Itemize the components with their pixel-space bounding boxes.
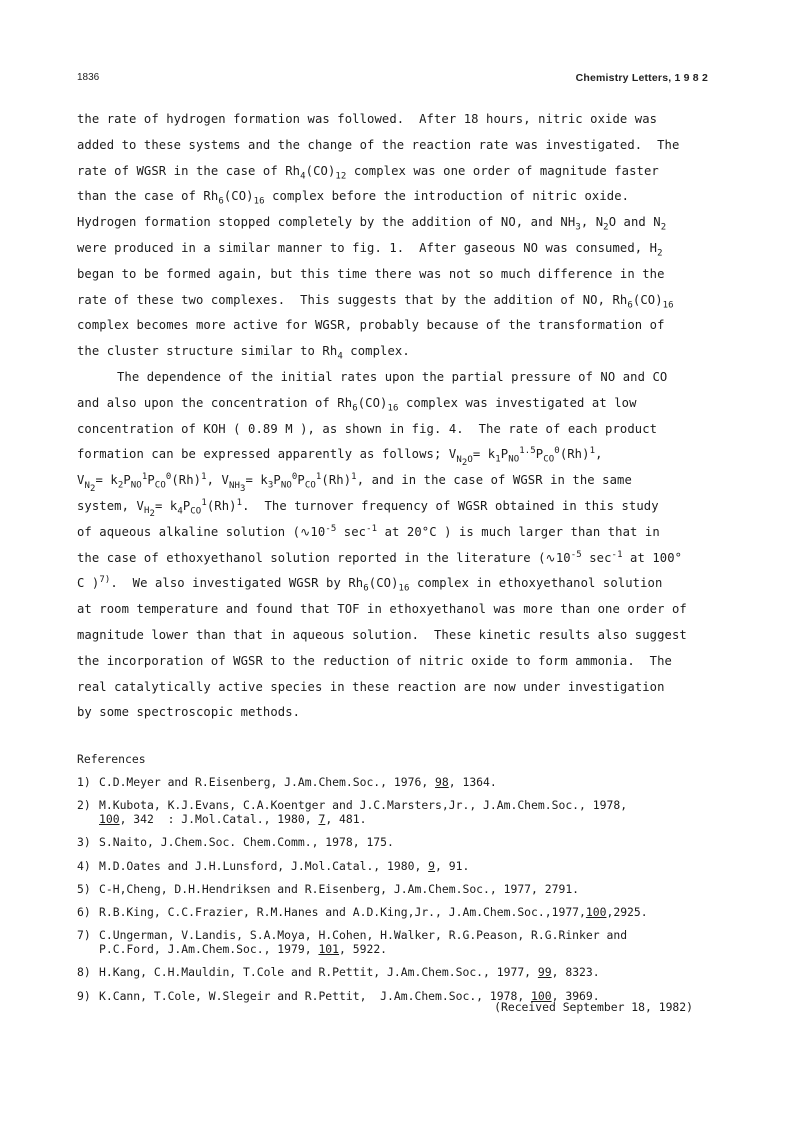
body-line: and also upon the concentration of $Rh_6(CO)_{16}$ complex was investigated at low xyxy=(77,395,637,414)
body-line: the rate of hydrogen formation was followed. After 18 hours, nitric oxide was xyxy=(77,112,658,126)
body-line: were produced in a similar manner to fig. 1. After gaseous NO was consumed, $H_2$ xyxy=(77,240,663,259)
body-line: real catalytically active species in these reaction are now under investigation xyxy=(77,679,665,694)
reference-item: 7) C.Ungerman, V.Landis, S.A.Moya, H.Cohen, H.Walker, R.G.Peason, R.G.Rinker and P.C.Ford, J.Am.Chem.Soc., 1979, 101, 5922. xyxy=(77,928,628,957)
reference-item: 9) K.Cann, T.Cole, W.Slegeir and R.Pettit, J.Am.Chem.Soc., 1978, 100, 3969. xyxy=(77,988,600,1003)
reference-item: 1) C.D.Meyer and R.Eisenberg, J.Am.Chem.Soc., 1976, 98, 1364. xyxy=(77,775,497,789)
body-text xyxy=(77,107,717,726)
body-line: rate of WGSR in the case of $Rh_4(CO)_{12}$ complex was one order of magnitude faster xyxy=(77,163,659,182)
reference-item: 2) M.Kubota, K.J.Evans, C.A.Koentger and J.C.Marsters,Jr., J.Am.Chem.Soc., 1978, 100, 342 : J.Mol.Catal., 1980, 7, 481. xyxy=(77,798,628,827)
reference-item: 6) R.B.King, C.C.Frazier, R.M.Hanes and A.D.King,Jr., J.Am.Chem.Soc.,1977,100,2925. xyxy=(77,904,648,919)
body-line: The dependence of the initial rates upon the partial pressure of NO and CO xyxy=(117,369,668,384)
body-line: began to be formed again, but this time there was not so much difference in the xyxy=(77,266,665,281)
body-line: the cluster structure similar to $Rh_4$ complex. xyxy=(77,344,410,362)
body-line: C )$^{7)}$. We also investigated WGSR by $Rh_6(CO)_{16}$ complex in ethoxyethanol solution xyxy=(77,575,663,594)
references-title: References xyxy=(77,752,146,766)
body-line: at room temperature and found that TOF in ethoxyethanol was more than one order of xyxy=(77,602,687,617)
body-line: the incorporation of WGSR to the reduction of nitric oxide to form ammonia. The xyxy=(77,653,672,668)
received-date: (Received September 18, 1982) xyxy=(494,1000,693,1014)
reference-item: 5) C-H,Cheng, D.H.Hendriksen and R.Eisenberg, J.Am.Chem.Soc., 1977, 2791. xyxy=(77,881,580,896)
body-line: by some spectroscopic methods. xyxy=(77,705,301,720)
body-line: formation can be expressed apparently as follows; $V_{N_2O}= k_1P_{NO}^{1.5}P_{CO}^0(Rh)^1$, xyxy=(77,446,603,468)
journal-header: Chemistry Letters, 1 9 8 2 xyxy=(575,72,708,84)
body-line: the case of ethoxyethanol solution reported in the literature ($∿10^{-5}$ $\sec^{-1}$ at 100° xyxy=(77,549,683,565)
reference-item: 4) M.D.Oates and J.H.Lunsford, J.Mol.Catal., 1980, 9, 91. xyxy=(77,858,470,873)
reference-item: 8) H.Kang, C.H.Mauldin, T.Cole and R.Pettit, J.Am.Chem.Soc., 1977, 99, 8323. xyxy=(77,965,600,980)
body-line: concentration of KOH ( 0.89 M ), as shown in fig. 4. The rate of each product xyxy=(77,421,658,436)
body-line: rate of these two complexes. This suggests that by the addition of NO, $Rh_6(CO)_{16}$ xyxy=(77,292,674,311)
body-line: of aqueous alkaline solution ($∿10^{-5}$ $\sec^{-1}$ at 20°C ) is much larger than that in xyxy=(77,523,660,539)
references-section xyxy=(77,752,727,1012)
body-line: magnitude lower than that in aqueous solution. These kinetic results also suggest xyxy=(77,627,687,642)
body-line: $V_{N_2}= k_2P_{NO}^1P_{CO}^0(Rh)^1$, $V_{NH_3}= k_3P_{NO}^0P_{CO}^1(Rh)^1$, and in the case of WGSR in the same xyxy=(77,472,632,494)
body-line: complex becomes more active for WGSR, probably because of the transformation of xyxy=(77,318,665,333)
body-line: Hydrogen formation stopped completely by the addition of NO, and $NH_3$, $N_2O$ and $N_2$ xyxy=(77,215,667,233)
body-line: system, $V_{H_2}= k_4P_{CO}^1(Rh)^1$. The turnover frequency of WGSR obtained in this study xyxy=(77,497,659,520)
page-number: 1836 xyxy=(77,72,100,83)
body-line: than the case of $Rh_6(CO)_{16}$ complex before the introduction of nitric oxide. xyxy=(77,189,630,207)
reference-item: 3) S.Naito, J.Chem.Soc. Chem.Comm., 1978, 175. xyxy=(77,835,394,850)
body-line: added to these systems and the change of the reaction rate was investigated. The xyxy=(77,137,680,152)
